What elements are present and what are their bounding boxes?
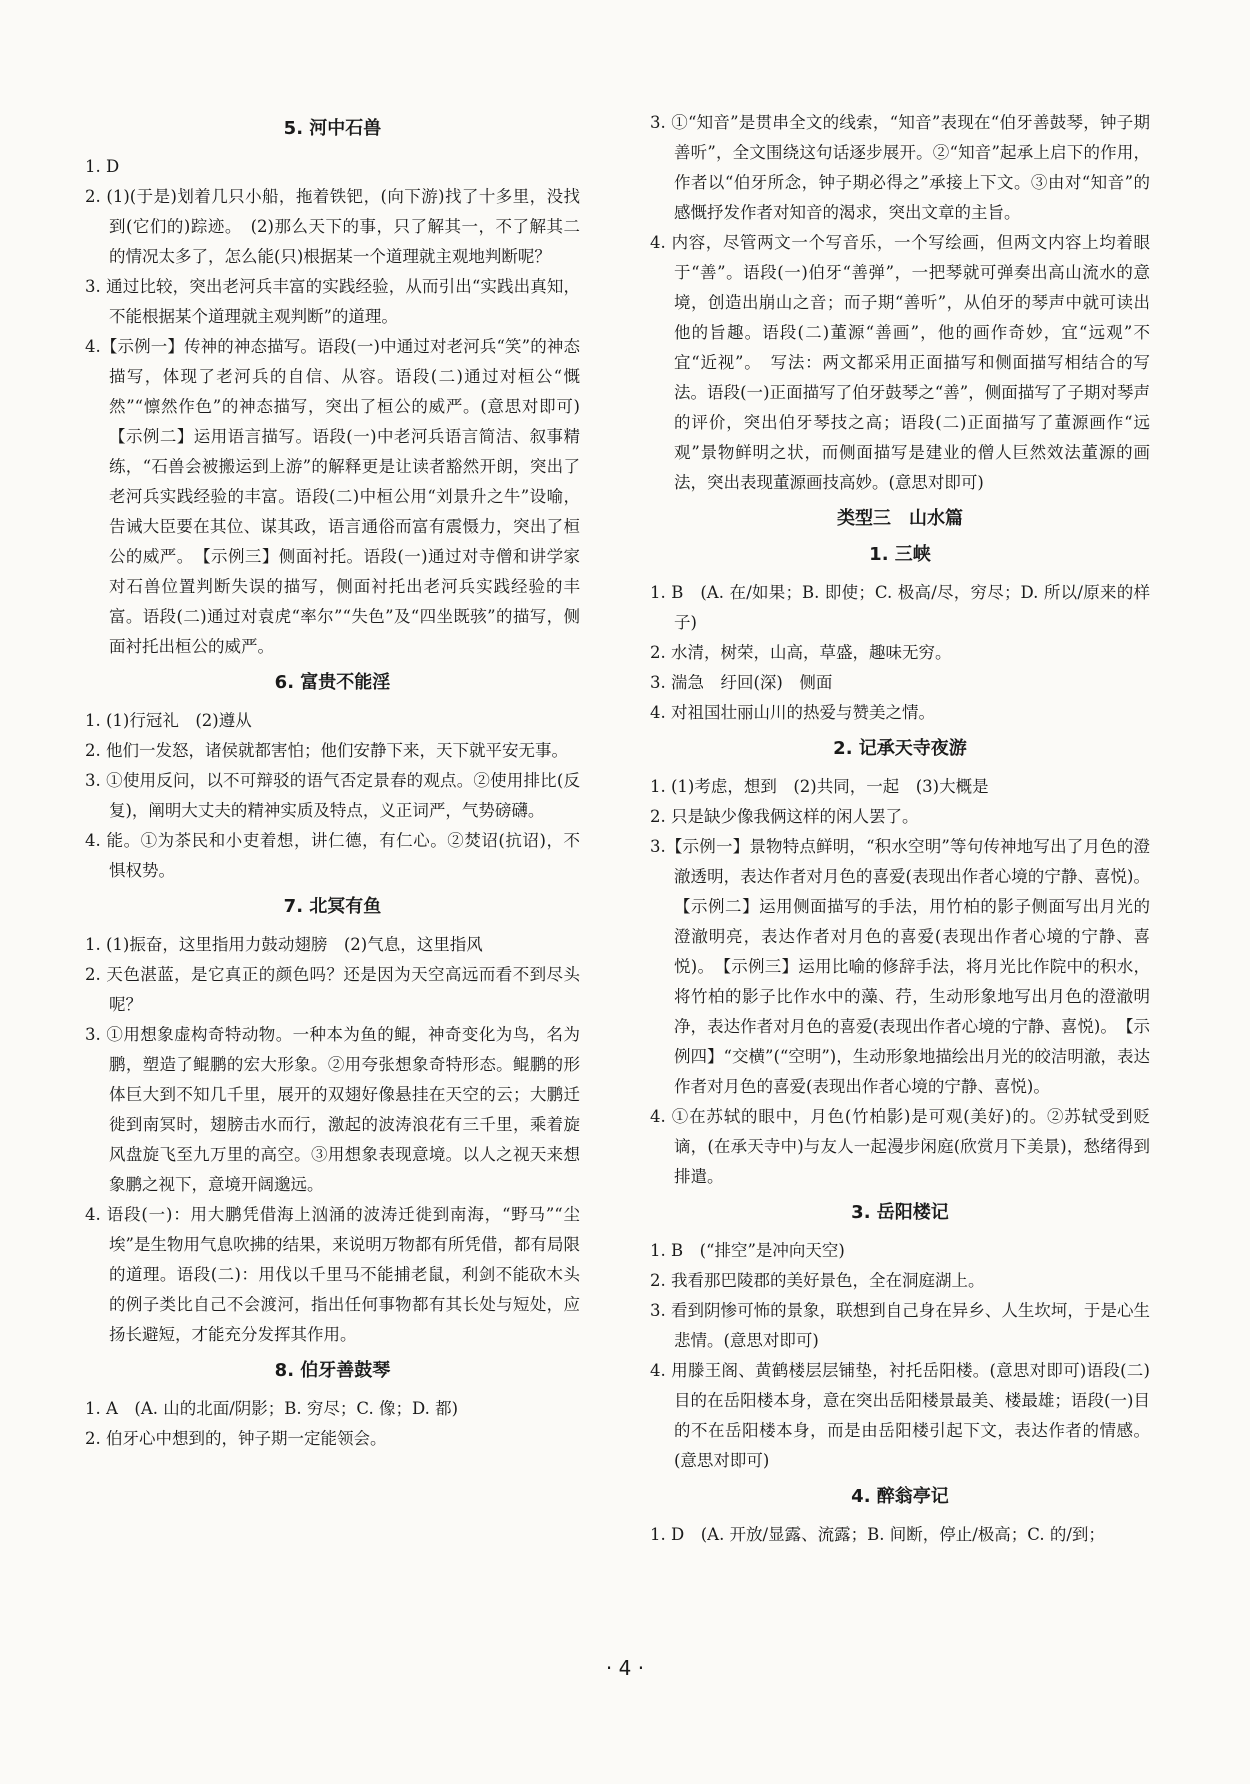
answer-item: 2. 水清，树荣，山高，草盛，趣味无穷。 <box>650 643 952 662</box>
left-column <box>85 108 597 1454</box>
section-title: 8. 伯牙善鼓琴 <box>274 1360 391 1381</box>
answer-item: 4. 内容，尽管两文一个写音乐，一个写绘画，但两文内容上均着眼于“善”。语段(一)伯牙“善弹”，一把琴就可弹奏出高山流水的意境，创造出崩山之音；而子期“善听”，从伯牙的琴声中就可读出他的旨趣。语段(二)董源“善画”，他的画作奇妙，宜“远观”不宜“近视”。 写法：两文都采用正面描写和侧面描写相结合的写法。语段(一)正面描写了伯牙鼓琴之“善”，侧面描写了子期对琴声的评价，突出伯牙琴技之高；语段(二)正面描写了董源画作“远观”景物鲜明之状，而侧面描写是建业的僧人巨然效法董源的画法，突出表现董源画技高妙。(意思对即可) <box>650 233 1150 492</box>
answer-item: 3. 湍急 纡回(深) 侧面 <box>650 673 833 692</box>
answer-item: 3. 看到阴惨可怖的景象，联想到自己身在异乡、人生坎坷，于是心生悲情。(意思对即可) <box>650 1301 1150 1350</box>
section-title: 7. 北冥有鱼 <box>283 896 382 917</box>
answer-item: 4. 语段(一)：用大鹏凭借海上汹涌的波涛迁徙到南海，“野马”“尘埃”是生物用气息吹拂的结果，来说明万物都有所凭借，都有局限的道理。语段(二)：用伐以千里马不能捕老鼠，利剑不能砍木头的例子类比自己不会渡河，指出任何事物都有其长处与短处，应扬长避短，才能充分发挥其作用。 <box>85 1205 580 1344</box>
left-column-content <box>85 114 597 1454</box>
type-heading: 类型三 山水篇 <box>837 508 963 529</box>
answer-item: 3. ①用想象虚构奇特动物。一种本为鱼的鲲，神奇变化为鸟，名为鹏，塑造了鲲鹏的宏大形象。②用夸张想象奇特形态。鲲鹏的形体巨大到不知几千里，展开的双翅好像悬挂在天空的云；大鹏迁徙到南冥时，翅膀击水而行，激起的波涛浪花有三千里，乘着旋风盘旋飞至九万里的高空。③用想象表现意境。以人之视天来想象鹏之视下，意境开阔邈远。 <box>85 1025 580 1194</box>
answer-item: 2. 伯牙心中想到的，钟子期一定能领会。 <box>85 1429 387 1448</box>
answer-item: 2. 我看那巴陵郡的美好景色，全在洞庭湖上。 <box>650 1271 985 1290</box>
answer-item: 1. D <box>85 157 120 176</box>
answer-item: 1. B (“排空”是冲向天空) <box>650 1241 845 1260</box>
answer-item: 4. ①在苏轼的眼中，月色(竹柏影)是可观(美好)的。②苏轼受到贬谪，(在承天寺中)与友人一起漫步闲庭(欣赏月下美景)，愁绪得到排遣。 <box>650 1107 1150 1186</box>
right-column <box>650 108 1150 1550</box>
answer-item: 2. 天色湛蓝，是它真正的颜色吗？还是因为天空高远而看不到尽头呢？ <box>85 965 580 1014</box>
answer-item: 4. 对祖国壮丽山川的热爱与赞美之情。 <box>650 703 935 722</box>
answer-item: 3. 通过比较，突出老河兵丰富的实践经验，从而引出“实践出真知，不能根据某个道理就主观判断”的道理。 <box>85 277 580 326</box>
answer-item: 2. 只是缺少像我俩这样的闲人罢了。 <box>650 807 919 826</box>
answer-item: 1. B (A. 在/如果；B. 即使；C. 极高/尽，穷尽；D. 所以/原来的样子) <box>650 583 1150 632</box>
answer-item: 2. (1)(于是)划着几只小船，拖着铁钯，(向下游)找了十多里，没找到(它们的)踪迹。 (2)那么天下的事，只了解其一，不了解其二的情况太多了，怎么能(只)根据某一个道理就主观地判断呢？ <box>85 187 580 266</box>
answer-item: 1. (1)振奋，这里指用力鼓动翅膀 (2)气息，这里指风 <box>85 935 483 954</box>
answer-item: 1. D (A. 开放/显露、流露；B. 间断，停止/极高；C. 的/到； <box>650 1525 1105 1544</box>
section-title: 3. 岳阳楼记 <box>851 1202 949 1223</box>
page-number: · 4 · <box>605 1656 645 1680</box>
answer-item: 1. (1)考虑，想到 (2)共同，一起 (3)大概是 <box>650 777 989 796</box>
answer-item: 3. ①“知音”是贯串全文的线索，“知音”表现在“伯牙善鼓琴，钟子期善听”，全文围绕这句话逐步展开。②“知音”起承上启下的作用，作者以“伯牙所念，钟子期必得之”承接上下文。③由对“知音”的感慨抒发作者对知音的渴求，突出文章的主旨。 <box>650 113 1150 222</box>
answer-item: 4.【示例一】传神的神态描写。语段(一)中通过对老河兵“笑”的神态描写，体现了老河兵的自信、从容。语段(二)通过对桓公“慨然”“懔然作色”的神态描写，突出了桓公的威严。(意思对即可) 【示例二】运用语言描写。语段(一)中老河兵语言简洁、叙事精练，“石兽会被搬运到上游”的解释更是让读者豁然开朗，突出了老河兵实践经验的丰富。语段(二)中桓公用“刘景升之牛”设喻，告诫大臣要在其位、谋其政，语言通俗而富有震慑力，突出了桓公的威严。 【示例三】侧面衬托。语段(一)通过对寺僧和讲学家对石兽位置判断失误的描写，侧面衬托出老河兵实践经验的丰富。语段(二)通过对袁虎“率尔”“失色”及“四坐既骇”的描写，侧面衬托出桓公的威严。 <box>85 337 597 656</box>
answer-item: 1. (1)行冠礼 (2)遵从 <box>85 711 252 730</box>
answer-item: 1. A (A. 山的北面/阴影；B. 穷尽；C. 像；D. 都) <box>85 1399 459 1418</box>
right-column-content <box>650 108 1150 1550</box>
answer-item: 3. ①使用反问，以不可辩驳的语气否定景春的观点。②使用排比(反复)，阐明大丈夫的精神实质及特点，义正词严，气势磅礴。 <box>85 771 580 820</box>
answer-item: 4. 能。①为茶民和小吏着想，讲仁德，有仁心。②焚诏(抗诏)，不惧权势。 <box>85 831 580 880</box>
section-title: 1. 三峡 <box>869 544 931 565</box>
section-title: 4. 醉翁亭记 <box>851 1486 949 1507</box>
section-title: 6. 富贵不能淫 <box>274 672 391 693</box>
section-title: 2. 记承天寺夜游 <box>833 738 967 759</box>
answer-item: 4. 用滕王阁、黄鹤楼层层铺垫，衬托岳阳楼。(意思对即可)语段(二)目的在岳阳楼本身，意在突出岳阳楼景最美、楼最雄；语段(一)目的不在岳阳楼本身，而是由岳阳楼引起下文，表达作者的情感。(意思对即可) <box>650 1361 1150 1470</box>
section-title: 5. 河中石兽 <box>283 118 382 139</box>
answer-item: 2. 他们一发怒，诸侯就都害怕；他们安静下来，天下就平安无事。 <box>85 741 568 760</box>
answer-item: 3.【示例一】景物特点鲜明，“积水空明”等句传神地写出了月色的澄澈透明，表达作者对月色的喜爱(表现出作者心境的宁静、喜悦)。【示例二】运用侧面描写的手法，用竹柏的影子侧面写出月光的澄澈明亮，表达作者对月色的喜爱(表现出作者心境的宁静、喜悦)。 【示例三】运用比喻的修辞手法，将月光比作院中的积水，将竹柏的影子比作水中的藻、荇，生动形象地写出月色的澄澈明净，表达作者对月色的喜爱(表现出作者心境的宁静、喜悦)。 【示例四】“交横”(“空明”)，生动形象地描绘出月光的皎洁明澈，表达作者对月色的喜爱(表现出作者心境的宁静、喜悦)。 <box>650 837 1150 1096</box>
